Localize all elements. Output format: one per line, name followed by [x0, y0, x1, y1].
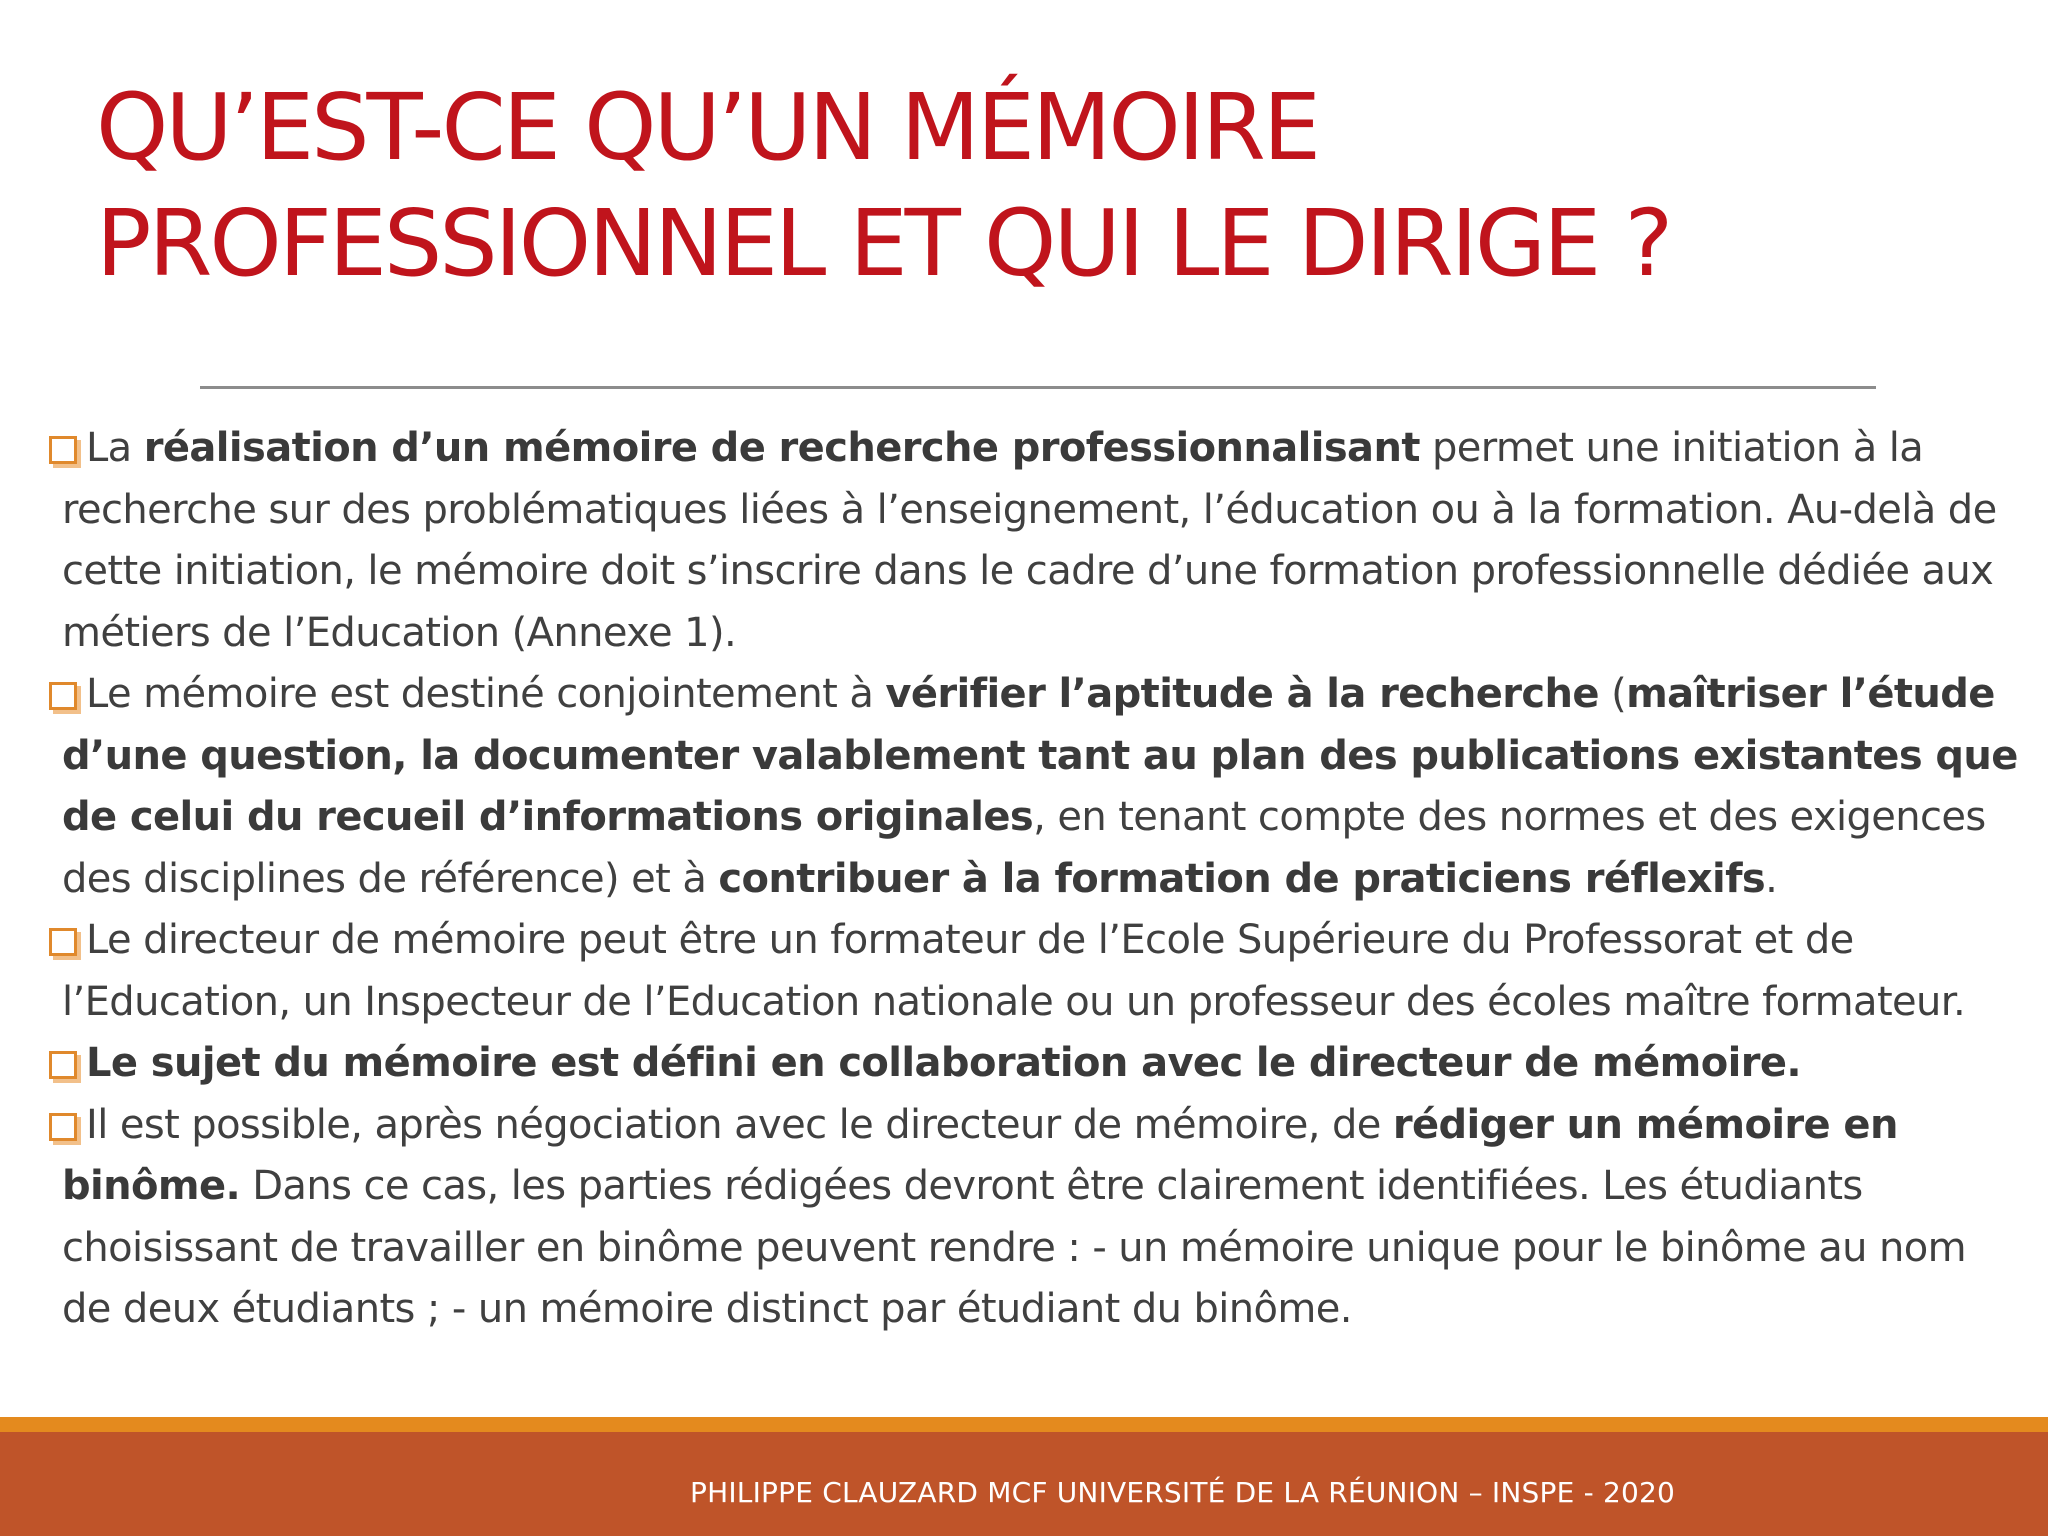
square-bullet-icon [49, 928, 77, 956]
bullet-bold-text: vérifier l’aptitude à la recherche [885, 671, 1599, 717]
bullet-item-3 [44, 910, 2019, 1033]
square-bullet-icon [49, 1113, 77, 1141]
bullet-bold-text: maîtriser l’étude d’une question, la documenter valablement tant au plan des publications existantes que de celui du recueil d’informations originales [62, 671, 2018, 840]
slide-title [96, 70, 1996, 302]
bullet-item-1 [44, 418, 2019, 664]
footer-text: PHILIPPE CLAUZARD MCF UNIVERSITÉ DE LA RÉUNION – INSPE - 2020 [690, 1476, 1676, 1509]
bullet-text: . [1765, 855, 1778, 902]
title-line-2: PROFESSIONNEL ET QUI LE DIRIGE ? [96, 190, 1671, 297]
bullet-bold-text: Le sujet du mémoire est défini en collaboration avec le directeur de mémoire. [86, 1040, 1801, 1086]
bullet-item-5 [44, 1095, 2019, 1341]
bullet-bold-text: réalisation d’un mémoire de recherche professionnalisant [143, 425, 1420, 471]
square-bullet-icon [49, 436, 77, 464]
bullet-item-4 [44, 1033, 2019, 1095]
bullet-text: , en tenant compte des normes et des exigences des disciplines de référence) et à [62, 794, 1986, 902]
title-divider [200, 386, 1876, 389]
bullet-item-2 [44, 664, 2019, 910]
bullet-text: La [86, 425, 144, 471]
bullet-text: Dans ce cas, les parties rédigées devront être clairement identifiées. Les étudiants choisissant de travailler en binôme peuvent rendre : - un mémoire unique pour le binôme au nom de deux étudiants ; - un mémoire distinct par étudiant du binôme. [62, 1163, 1967, 1332]
square-bullet-icon [49, 682, 77, 710]
bullet-bold-text: rédiger un mémoire en binôme. [62, 1101, 1898, 1209]
title-line-1: QU’EST-CE QU’UN MÉMOIRE [96, 74, 1318, 181]
bullet-text: Le mémoire est destiné conjointement à [86, 671, 886, 717]
bullet-list [44, 418, 2019, 1341]
bullet-text: ( [1598, 671, 1627, 717]
bullet-text: Il est possible, après négociation avec le directeur de mémoire, de [86, 1101, 1393, 1148]
square-bullet-icon [49, 1051, 77, 1079]
bullet-text: Le directeur de mémoire peut être un formateur de l’Ecole Supérieure du Professorat et de l’Education, un Inspecteur de l’Education nationale ou un professeur des écoles maître formateur. [62, 917, 1966, 1025]
footer-stripe [0, 1417, 2048, 1432]
bullet-text: permet une initiation à la recherche sur des problématiques liées à l’enseignement, l’éducation ou à la formation. Au-delà de cette initiation, le mémoire doit s’inscrire dans le cadre d’une formation professionnelle dédiée aux métiers de l’Education (Annexe 1). [62, 425, 1997, 656]
bullet-bold-text: contribuer à la formation de praticiens réflexifs [718, 855, 1766, 902]
